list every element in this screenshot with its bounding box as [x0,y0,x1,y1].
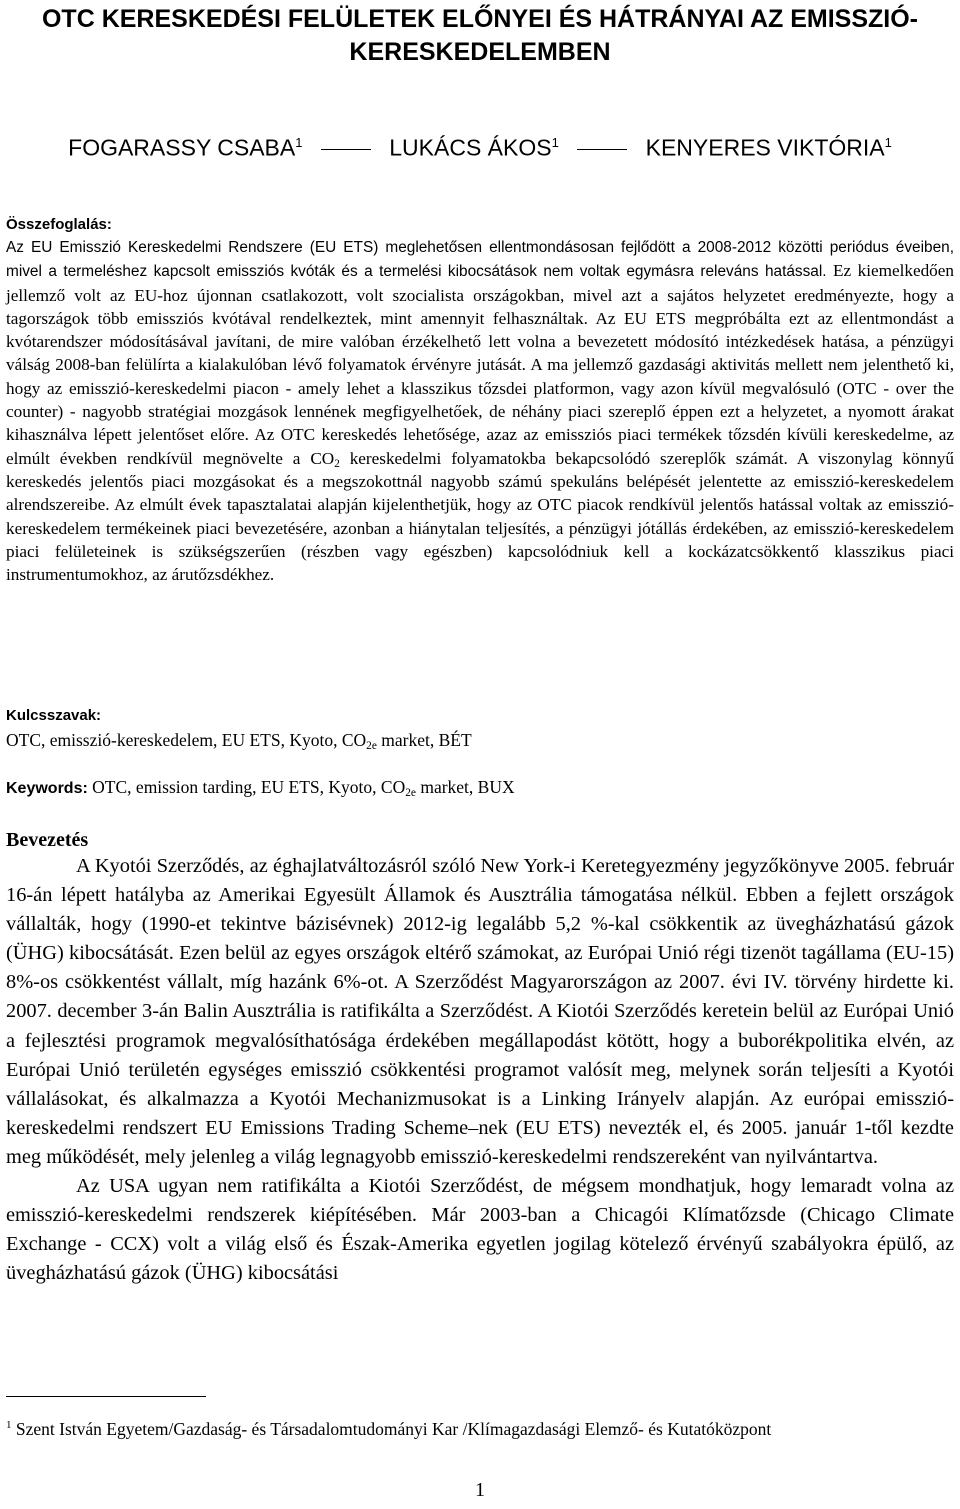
author-affiliation-mark: 1 [295,135,303,150]
abstract-body [6,235,954,586]
keywords-en [6,775,954,801]
keywords-text: OTC, emission tarding, EU ETS, Kyoto, CO [87,777,406,797]
subscript: 2 [334,457,340,470]
footnote-mark: 1 [6,1419,12,1431]
author-separator [577,149,627,150]
author-list [0,128,960,163]
keywords-heading: Kulcsszavak: [6,707,102,724]
abstract-text: Ez kiemelkedően jellemző volt az EU-hoz újonnan csatlakozott, volt szocialista országokban, mivel azt a sajátos helyzetet eredményezte, hogy a tagországok több emissziós kvótával rendelkeztek, mint amennyit felhasználtak. Az EU ETS megpróbálta ezt az ellentmondást a kvótarendszer módosításával javítani, de mire valóban érzékelhető lett volna a bevezetett módosító intézkedések hatása, a pénzügyi válság 2008-ban felülírta a kialakulóban lévő folyamatok érvényre jutását. A ma jellemző gazdasági aktivitás mellett nem jelenthető ki, hogy az emisszió-kereskedelmi piacon - amely lehet a klasszikus tőzsdei platformon, vagy azon kívül megvalósuló (OTC - over the counter) - nagyobb stratégiai mozgások lennének megfigyelhetőek, de néhány piaci szereplő éppen ezt a helyzetet, a nyomott árakat kihasználva lépett jelentőset előre. Az OTC kereskedés lehetősége, azaz az emissziós piaci termékek tőzsdén kívüli kereskedelme, az elmúlt években rendkívül megnövelte a CO [6,261,954,468]
author-name: KENYERES VIKTÓRIA [645,134,885,161]
subscript: 2e [405,787,416,799]
keywords-en-label: Keywords: [6,780,88,797]
author-separator [321,149,371,150]
author-name: FOGARASSY CSABA [68,134,296,161]
author-affiliation-mark: 1 [551,135,559,150]
abstract-heading: Összefoglalás: [6,216,112,233]
subscript: 2e [366,740,377,752]
keywords-text: market, BUX [415,777,515,797]
footnote-divider [6,1396,206,1397]
section-heading: Bevezetés [6,829,89,851]
abstract-text: Az EU Emisszió Kereskedelmi Rendszere (EU ETS) meglehetősen ellentmondásosan fejlődött a 2008-2012 közötti periódus éveiben, mivel a termeléshez kapcsolt emissziós kvóták és a termelési kibocsátások nem voltak egymásra releváns hatással. [6,239,954,281]
footnote-text: Szent István Egyetem/Gazdaság- és Társadalomtudományi Kar /Klímagazdasági Elemző- és Kutatóközpont [11,1418,772,1439]
author-affiliation-mark: 1 [884,135,892,150]
intro-body [6,852,954,1288]
paragraph: Az USA ugyan nem ratifikálta a Kiotói Szerződést, de mégsem mondhatjuk, hogy lemaradt volna az emisszió-kereskedelmi rendszerek kiépítésében. Már 2003-ban a Chicagói Klímatőzsde (Chicago Climate Exchange - CCX) volt a világ első és Észak-Amerika egyetlen jogilag kötelező érvényű szabályokra épülő, az üvegházhatású gázok (ÜHG) kibocsátási [6,1175,954,1285]
abstract-text: kereskedelmi folyamatokba bekapcsolódó szereplők számát. A viszonylag könnyű kereskedés jelentős piaci mozgásokat és a megszokottnál nagyobb számú spekuláns belépését jelentette az emisszió-kereskedelem alrendszereibe. Az elmúlt évek tapasztalatai alapján kijelenthetjük, hogy az OTC piacok rendkívül jelentős hatással voltak az emisszió-kereskedelem termékeinek piaci bevezetésére, azonban a hiánytalan teljesítés, a pénzügyi jótállás érdekében, az emisszió-kereskedelem piaci felületeinek is szükségszerűen (részben vagy egészben) kapcsolódniuk kell a kockázatcsökkentő klasszikus piaci instrumentumokhoz, az árutőzsdékhez. [6,448,954,585]
footnote [6,1413,954,1441]
keywords-text: OTC, emisszió-kereskedelem, EU ETS, Kyoto, CO [6,730,367,750]
keywords-text: market, BÉT [376,730,472,750]
page-number: 1 [475,1479,485,1501]
paper-title: OTC KERESKEDÉSI FELÜLETEK ELŐNYEI ÉS HÁTRÁNYAI AZ EMISSZIÓ-KERESKEDELEMBEN [41,5,918,66]
paragraph: A Kyotói Szerződés, az éghajlatváltozásról szóló New York-i Keretegyezmény jegyzőkönyve 2005. február 16-án lépett hatályba az Amerikai Egyesült Államok és Ausztrália támogatása nélkül. Ebben a fejlett országok vállalták, hogy (1990-et tekintve bázisévnek) 2012-ig legalább 5,2 %-kal csökkentik az üvegházhatású gázok (ÜHG) kibocsátását. Ezen belül az egyes országok eltérő számokat, az Európai Unió régi tizenöt tagállama (EU-15) 8%-os csökkentést vállalt, míg hazánk 6%-ot. A Szerződést Magyarországon az 2007. évi IV. törvény hirdette ki. 2007. december 3-án Balin Ausztrália is ratifikálta a Szerződést. A Kiotói Szerződés keretein belül az Európai Unió a fejlesztési programok megvalósíthatósága érdekében megállapodást kötött, hogy a buborékpolitika elvén, az Európai Unió területén egységes emisszió csökkentési programot valósít meg, melynek során teljesíti a Kyotói vállalásokat, és alkalmazza a Kyotói Mechanizmusokat is a Linking Irányelv alapján. Az európai emisszió-kereskedelmi rendszert EU Emissions Trading Scheme–nek (EU ETS) nevezték el, és 2005. január 1-től kezdte meg működését, mely jelenleg a világ legnagyobb emisszió-kereskedelmi rendszereként van nyilvántartva. [6,855,954,1168]
author-name: LUKÁCS ÁKOS [389,134,552,161]
keywords-hu [6,728,954,752]
